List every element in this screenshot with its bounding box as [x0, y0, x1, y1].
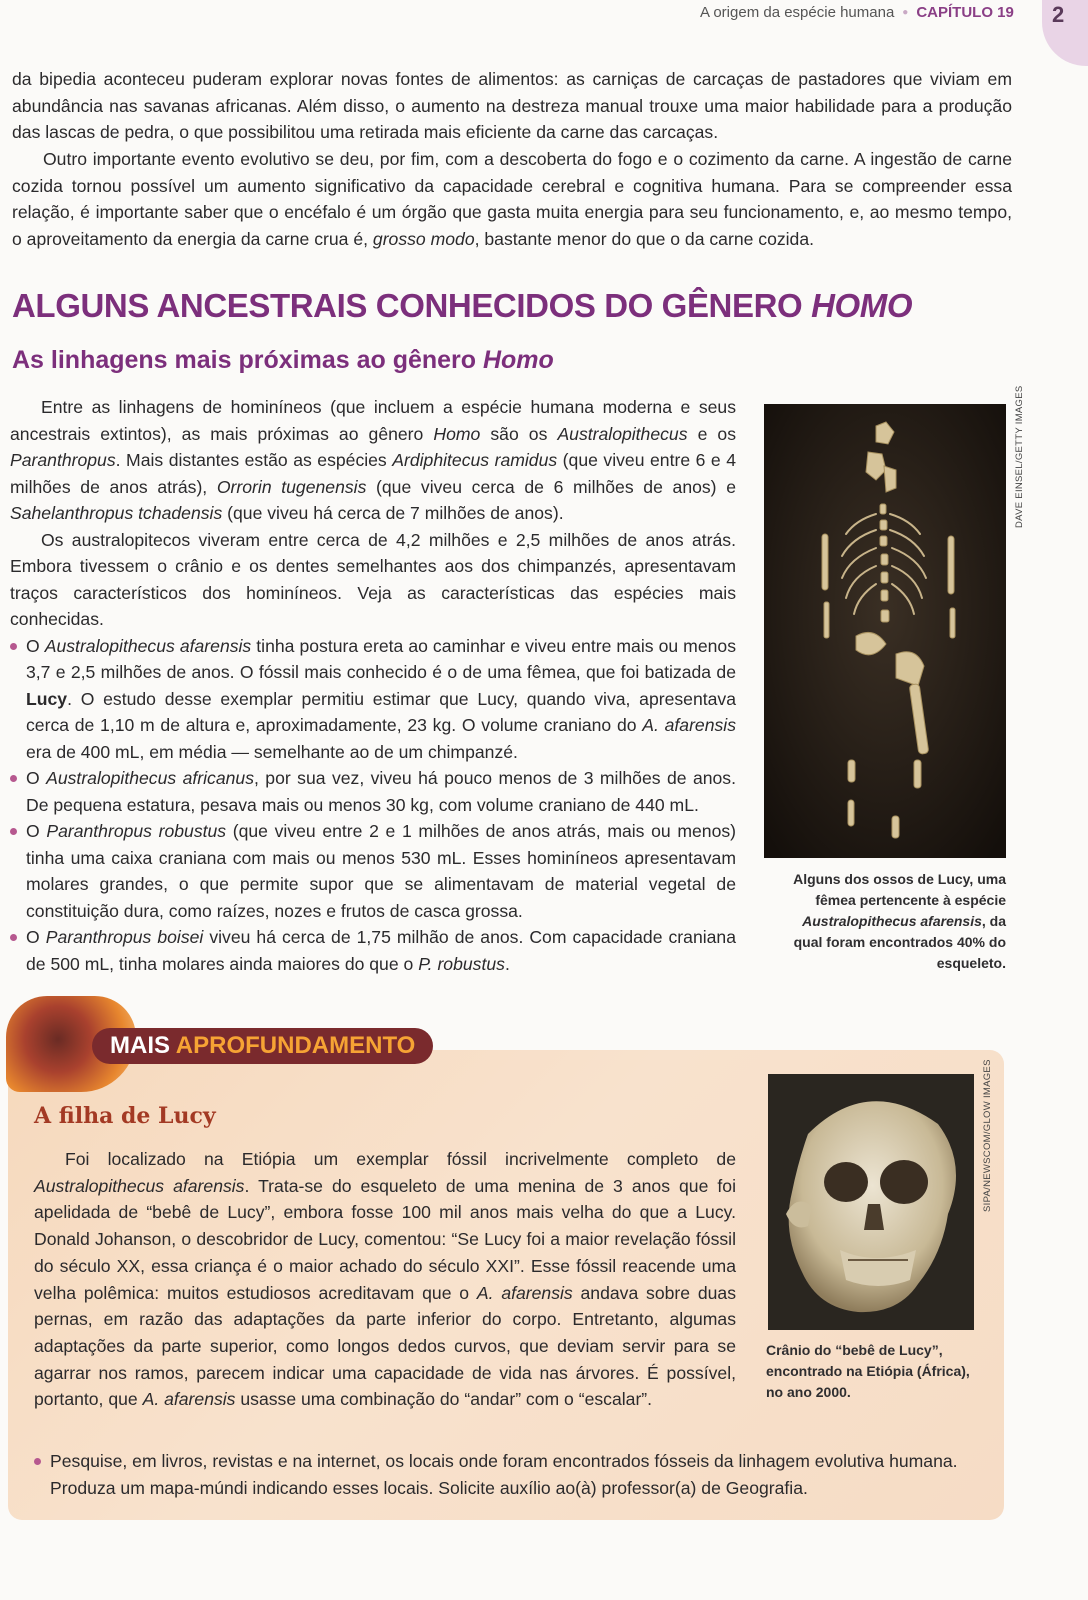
- bullet-text: tinha postura ereta ao caminhar e viveu entre mais ou menos 3,7 e 2,5 milhões de anos. O fóssil mais conhecido é o de uma fêmea, que foi batizada de: [26, 635, 736, 682]
- bullet-text: O: [26, 927, 46, 947]
- running-header: [700, 4, 1030, 30]
- bullet-species: Australopithecus africanus: [46, 768, 254, 788]
- intro-p2-text-a: Outro importante evento evolutivo se deu, por fim, com a descoberta do fogo e o cozimento da carne. A ingestão de carne cozida tornou possível um aumento significativo da capacidade cerebral e cognitiva humana. Para se compreender essa relação, é importante saber que o encéfalo é um órgão que gasta muita energia para seu funcionamento, e, ao mesmo tempo, o aproveitamento da energia da carne crua é,: [12, 149, 1012, 249]
- body-p1-t1: Homo: [433, 423, 481, 444]
- bullet-text: O: [26, 821, 47, 841]
- running-title: A origem da espécie humana: [700, 4, 895, 21]
- body-p1-t8: (que viveu entre 6 e 4 milhões de anos atrás),: [10, 450, 737, 497]
- box-task-item: Pesquise, em livros, revistas e na internet, os locais onde foram encontrados fósseis da linhagem evolutiva humana. Produza um mapa-múndi indicando esses locais. Solicite auxílio ao(à) professor(a) de Geografia.: [34, 1448, 974, 1501]
- intro-paragraph-1: da bipedia aconteceu puderam explorar novas fontes de alimentos: as carniças de carcaças de pastadores que viviam em abundância nas savanas africanas. Além disso, o aumento na destreza manual trouxe uma maior habilidade para a produção das lascas de pedra, o que possibilitou uma retirada mais eficiente da carne das carcaças.: [12, 69, 1012, 142]
- box-text-2: . Trata-se do esqueleto de uma menina de 3 anos que foi apelidada de “bebê de Lucy”, embora fosse 100 mil anos mais velha do que a Lucy. Donald Johanson, o descobridor de Lucy, comentou: “Se Lucy foi a maior revelação fóssil do século XX, essa criança é o maior achado do século XXI”. Esse fóssil reacende uma velha polêmica: muitos estudiosos acreditavam que o: [34, 1175, 736, 1303]
- list-item: [10, 633, 736, 766]
- body-column: [10, 394, 736, 977]
- section-title-text: ALGUNS ANCESTRAIS CONHECIDOS DO GÊNERO: [12, 287, 812, 324]
- box-paragraph: [34, 1146, 736, 1413]
- species-list: [10, 633, 736, 978]
- list-item: [10, 924, 736, 977]
- baby-lucy-skull-photo: [768, 1074, 974, 1330]
- box-text-3: A. afarensis: [476, 1282, 573, 1303]
- lucy-caption-species: Australopithecus afarensis: [802, 913, 982, 929]
- body-p1-t9: Orrorin tugenensis: [216, 476, 367, 497]
- bullet-text: era de 400 mL, em média — semelhante ao de um chimpanzé.: [26, 741, 518, 762]
- lucy-caption-text-b: , da qual foram encontrados 40% do esqueleto.: [793, 913, 1006, 971]
- bullet-text: , por sua vez, viveu há pouco menos de 3 milhões de anos. De pequena estatura, pesava mais ou menos 30 kg, com volume craniano de 440 mL.: [26, 768, 736, 815]
- bullet-text: O: [26, 768, 47, 788]
- bullet-text: O: [26, 635, 45, 656]
- body-p1-t11: Sahelanthropus tchadensis: [10, 503, 223, 523]
- box-text-1: Australopithecus afarensis: [34, 1175, 245, 1196]
- section-subtitle-text: As linhagens mais próximas ao gênero: [12, 346, 483, 374]
- body-p1-t12: (que viveu há cerca de 7 milhões de anos).: [222, 503, 564, 523]
- bullet-bold: Lucy: [26, 688, 68, 709]
- box-text-4: andava sobre duas pernas, em razão das adaptações da parte inferior do corpo. Entretanto, algumas adaptações da parte superior, como longos dedos curvos, que deviam servir para se agarrar nos ramos, parecem indicar uma capacidade de vida nas árvores. É possível, portanto, que: [34, 1282, 737, 1410]
- list-item: [10, 818, 736, 924]
- bullet-text: viveu há cerca de 1,75 milhão de anos. Com capacidade craniana de 500 mL, tinha molares ainda maiores do que o: [26, 927, 736, 974]
- lucy-photo-credit: DAVE EINSEL/GETTY IMAGES: [1014, 385, 1025, 528]
- deep-dive-label-a: MAIS: [110, 1032, 176, 1059]
- page-number: 2: [1052, 2, 1065, 27]
- lucy-caption-text-a: Alguns dos ossos de Lucy, uma fêmea pertencente à espécie: [793, 871, 1006, 908]
- box-task-list: [34, 1448, 974, 1501]
- skeleton-illustration: [764, 404, 1006, 858]
- body-p1-t6: . Mais distantes estão as espécies: [115, 450, 393, 470]
- body-p1-t0: Entre as linhagens de hominíneos (que incluem a espécie humana moderna e seus ancestrais extintos), as mais próximas ao gênero: [10, 397, 736, 444]
- bullet-species: Australopithecus afarensis: [44, 635, 252, 656]
- skull-caption: Crânio do “bebê de Lucy”, encontrado na Etiópia (África), no ano 2000.: [766, 1342, 970, 1400]
- intro-p2-text-b: , bastante menor do que o da carne cozida.: [474, 228, 815, 249]
- body-p1-t4: e os: [687, 423, 736, 444]
- body-p1-t7: Ardiphitecus ramidus: [392, 450, 558, 470]
- chapter-label: CAPÍTULO 19: [916, 4, 1014, 21]
- skull-photo-credit: SIPA/NEWSCOM/GLOW IMAGES: [982, 1059, 993, 1212]
- bullet-text: (que viveu entre 2 e 1 milhões de anos atrás, mais ou menos) tinha uma caixa craniana com mais ou menos 530 mL. Esses hominíneos apresentavam molares grandes, o que permite supor que se alimentavam de material vegetal de constituição dura, como raízes, nozes e frutos de casca grossa.: [26, 821, 737, 921]
- lucy-skeleton-photo: [764, 404, 1006, 858]
- deep-dive-label-b: APROFUNDAMENTO: [175, 1032, 416, 1059]
- section-subtitle: [12, 346, 554, 375]
- body-p1-t5: Paranthropus: [10, 450, 116, 470]
- bullet-text: .: [504, 953, 510, 974]
- lucy-caption: [780, 869, 1006, 974]
- intro-paragraph-2: [12, 146, 1012, 252]
- bullet-species: P. robustus: [418, 953, 505, 974]
- intro-p2-emphasis: grosso modo: [372, 228, 475, 249]
- section-subtitle-emphasis: Homo: [482, 346, 554, 374]
- deep-dive-label: [92, 1028, 433, 1064]
- box-title: A filha de Lucy: [34, 1103, 216, 1129]
- list-item: [10, 765, 736, 818]
- box-text-6: usasse uma combinação do “andar” com o “escalar”.: [235, 1389, 653, 1410]
- body-p1-t2: são os: [480, 423, 558, 444]
- box-text-0: Foi localizado na Etiópia um exemplar fóssil incrivelmente completo de: [65, 1149, 736, 1169]
- bullet-species: A. afarensis: [642, 715, 736, 735]
- box-text-5: A. afarensis: [142, 1389, 236, 1410]
- page-corner-tab: [1042, 0, 1088, 66]
- body-paragraph-1: [10, 394, 736, 527]
- body-paragraph-2: Os australopitecos viveram entre cerca de 4,2 milhões e 2,5 milhões de anos atrás. Embora tivessem o crânio e os dentes semelhantes aos dos chimpanzés, apresentavam traços característicos dos hominíneos. Veja as características das espécies mais conhecidas.: [10, 529, 736, 629]
- header-separator: ●: [902, 7, 909, 18]
- bullet-species: Paranthropus robustus: [46, 821, 227, 841]
- section-title-emphasis: HOMO: [811, 287, 913, 324]
- bullet-text: . O estudo desse exemplar permitiu estimar que Lucy, quando viva, apresentava cerca de 1,10 m de altura e, aproximadamente, 23 kg. O volume craniano do: [26, 688, 736, 735]
- bullet-species: Paranthropus boisei: [45, 927, 204, 947]
- body-p1-t3: Australopithecus: [557, 423, 688, 444]
- skull-illustration: [768, 1074, 974, 1330]
- section-title: [12, 287, 1032, 325]
- body-p1-t10: (que viveu cerca de 6 milhões de anos) e: [366, 476, 736, 497]
